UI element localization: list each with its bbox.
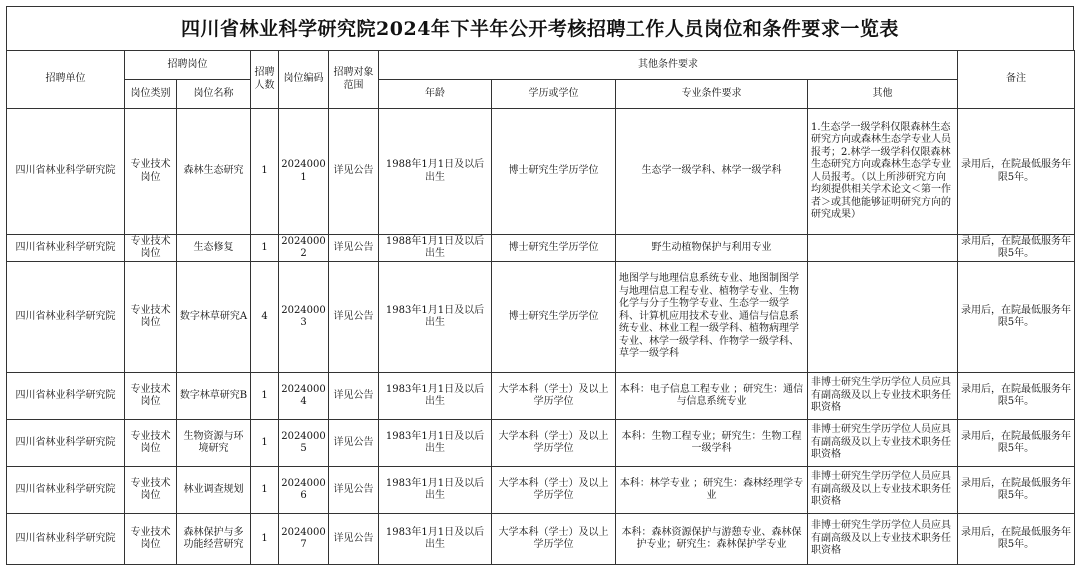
cell-age: 1983年1月1日及以后出生 xyxy=(379,467,492,514)
table-row xyxy=(7,235,1075,262)
cell-target: 详见公告 xyxy=(329,109,379,235)
header-unit: 招聘单位 xyxy=(7,51,125,109)
header-post-type: 岗位类别 xyxy=(125,80,177,109)
table-row xyxy=(7,420,1075,467)
table-row xyxy=(7,109,1075,235)
cell-other: 非博士研究生学历学位人员应具有副高级及以上专业技术职务任职资格 xyxy=(808,373,958,420)
cell-count: 1 xyxy=(251,109,279,235)
cell-major: 本科：森林资源保护与游憩专业、森林保护专业；研究生：森林保护学专业 xyxy=(616,514,808,565)
cell-degree: 大学本科（学士）及以上学历学位 xyxy=(492,373,616,420)
header-other-requirements: 其他条件要求 xyxy=(379,51,958,80)
recruitment-table xyxy=(6,50,1075,565)
table-row xyxy=(7,262,1075,373)
cell-degree: 大学本科（学士）及以上学历学位 xyxy=(492,514,616,565)
cell-remark: 录用后，在院最低服务年限5年。 xyxy=(958,235,1075,262)
cell-degree: 博士研究生学历学位 xyxy=(492,262,616,373)
cell-type: 专业技术岗位 xyxy=(125,373,177,420)
cell-code: 20240007 xyxy=(279,514,329,565)
cell-degree: 大学本科（学士）及以上学历学位 xyxy=(492,467,616,514)
header-remark: 备注 xyxy=(958,51,1075,109)
cell-type: 专业技术岗位 xyxy=(125,235,177,262)
cell-type: 专业技术岗位 xyxy=(125,420,177,467)
cell-name: 数字林草研究A xyxy=(177,262,251,373)
table-row xyxy=(7,514,1075,565)
cell-count: 1 xyxy=(251,373,279,420)
cell-age: 1983年1月1日及以后出生 xyxy=(379,373,492,420)
cell-target: 详见公告 xyxy=(329,373,379,420)
cell-unit: 四川省林业科学研究院 xyxy=(7,109,125,235)
page-title: 四川省林业科学研究院2024年下半年公开考核招聘工作人员岗位和条件要求一览表 xyxy=(6,6,1074,50)
cell-target: 详见公告 xyxy=(329,467,379,514)
cell-other: 非博士研究生学历学位人员应具有副高级及以上专业技术职务任职资格 xyxy=(808,467,958,514)
cell-code: 20240004 xyxy=(279,373,329,420)
cell-age: 1983年1月1日及以后出生 xyxy=(379,514,492,565)
cell-code: 20240003 xyxy=(279,262,329,373)
cell-degree: 博士研究生学历学位 xyxy=(492,235,616,262)
cell-major: 生态学一级学科、林学一级学科 xyxy=(616,109,808,235)
table-row xyxy=(7,373,1075,420)
header-major: 专业条件要求 xyxy=(616,80,808,109)
cell-code: 20240002 xyxy=(279,235,329,262)
header-other: 其他 xyxy=(808,80,958,109)
cell-type: 专业技术岗位 xyxy=(125,109,177,235)
cell-name: 林业调查规划 xyxy=(177,467,251,514)
cell-target: 详见公告 xyxy=(329,420,379,467)
cell-name: 生态修复 xyxy=(177,235,251,262)
cell-name: 生物资源与环境研究 xyxy=(177,420,251,467)
cell-remark: 录用后，在院最低服务年限5年。 xyxy=(958,467,1075,514)
cell-remark: 录用后，在院最低服务年限5年。 xyxy=(958,420,1075,467)
cell-target: 详见公告 xyxy=(329,514,379,565)
cell-major: 本科：林学专业 ；研究生：森林经理学专业 xyxy=(616,467,808,514)
header-degree: 学历或学位 xyxy=(492,80,616,109)
cell-unit: 四川省林业科学研究院 xyxy=(7,235,125,262)
header-post: 招聘岗位 xyxy=(125,51,251,80)
cell-age: 1988年1月1日及以后出生 xyxy=(379,109,492,235)
cell-target: 详见公告 xyxy=(329,235,379,262)
cell-remark: 录用后，在院最低服务年限5年。 xyxy=(958,373,1075,420)
header-target: 招聘对象范围 xyxy=(329,51,379,109)
cell-age: 1988年1月1日及以后出生 xyxy=(379,235,492,262)
header-post-name: 岗位名称 xyxy=(177,80,251,109)
header-count: 招聘人数 xyxy=(251,51,279,109)
cell-other: 非博士研究生学历学位人员应具有副高级及以上专业技术职务任职资格 xyxy=(808,420,958,467)
cell-type: 专业技术岗位 xyxy=(125,467,177,514)
cell-remark: 录用后，在院最低服务年限5年。 xyxy=(958,262,1075,373)
cell-remark: 录用后，在院最低服务年限5年。 xyxy=(958,109,1075,235)
cell-type: 专业技术岗位 xyxy=(125,262,177,373)
cell-code: 20240006 xyxy=(279,467,329,514)
cell-major: 地图学与地理信息系统专业、地图制图学与地理信息工程专业、植物学专业、生物化学与分子生物学专业、生态学一级学科、计算机应用技术专业、通信与信息系统专业、林业工程一级学科、植物病理学专业、林学一级学科、作物学一级学科、草学一级学科 xyxy=(616,262,808,373)
header-code: 岗位编码 xyxy=(279,51,329,109)
cell-unit: 四川省林业科学研究院 xyxy=(7,420,125,467)
cell-other: 1.生态学一级学科仅限森林生态研究方向或森林生态学专业人员报考；2.林学一级学科仅限森林生态研究方向或森林生态学专业人员报考。（以上所涉研究方向均须提供相关学术论文＜第一作者＞或其他能够证明研究方向的研究成果） xyxy=(808,109,958,235)
cell-code: 20240001 xyxy=(279,109,329,235)
cell-count: 1 xyxy=(251,235,279,262)
cell-count: 1 xyxy=(251,467,279,514)
cell-major: 本科：生物工程专业；研究生：生物工程一级学科 xyxy=(616,420,808,467)
cell-code: 20240005 xyxy=(279,420,329,467)
cell-name: 森林保护与多功能经营研究 xyxy=(177,514,251,565)
header-age: 年龄 xyxy=(379,80,492,109)
document-page xyxy=(6,6,1074,565)
cell-major: 本科：电子信息工程专业 ；研究生：通信与信息系统专业 xyxy=(616,373,808,420)
cell-target: 详见公告 xyxy=(329,262,379,373)
cell-remark: 录用后，在院最低服务年限5年。 xyxy=(958,514,1075,565)
cell-unit: 四川省林业科学研究院 xyxy=(7,467,125,514)
cell-type: 专业技术岗位 xyxy=(125,514,177,565)
cell-other: 非博士研究生学历学位人员应具有副高级及以上专业技术职务任职资格 xyxy=(808,514,958,565)
cell-count: 1 xyxy=(251,420,279,467)
cell-name: 数字林草研究B xyxy=(177,373,251,420)
cell-age: 1983年1月1日及以后出生 xyxy=(379,420,492,467)
cell-other xyxy=(808,235,958,262)
table-row xyxy=(7,467,1075,514)
cell-count: 1 xyxy=(251,514,279,565)
cell-name: 森林生态研究 xyxy=(177,109,251,235)
cell-age: 1983年1月1日及以后出生 xyxy=(379,262,492,373)
cell-degree: 大学本科（学士）及以上学历学位 xyxy=(492,420,616,467)
cell-unit: 四川省林业科学研究院 xyxy=(7,373,125,420)
cell-degree: 博士研究生学历学位 xyxy=(492,109,616,235)
cell-major: 野生动植物保护与利用专业 xyxy=(616,235,808,262)
cell-other xyxy=(808,262,958,373)
cell-count: 4 xyxy=(251,262,279,373)
cell-unit: 四川省林业科学研究院 xyxy=(7,262,125,373)
cell-unit: 四川省林业科学研究院 xyxy=(7,514,125,565)
